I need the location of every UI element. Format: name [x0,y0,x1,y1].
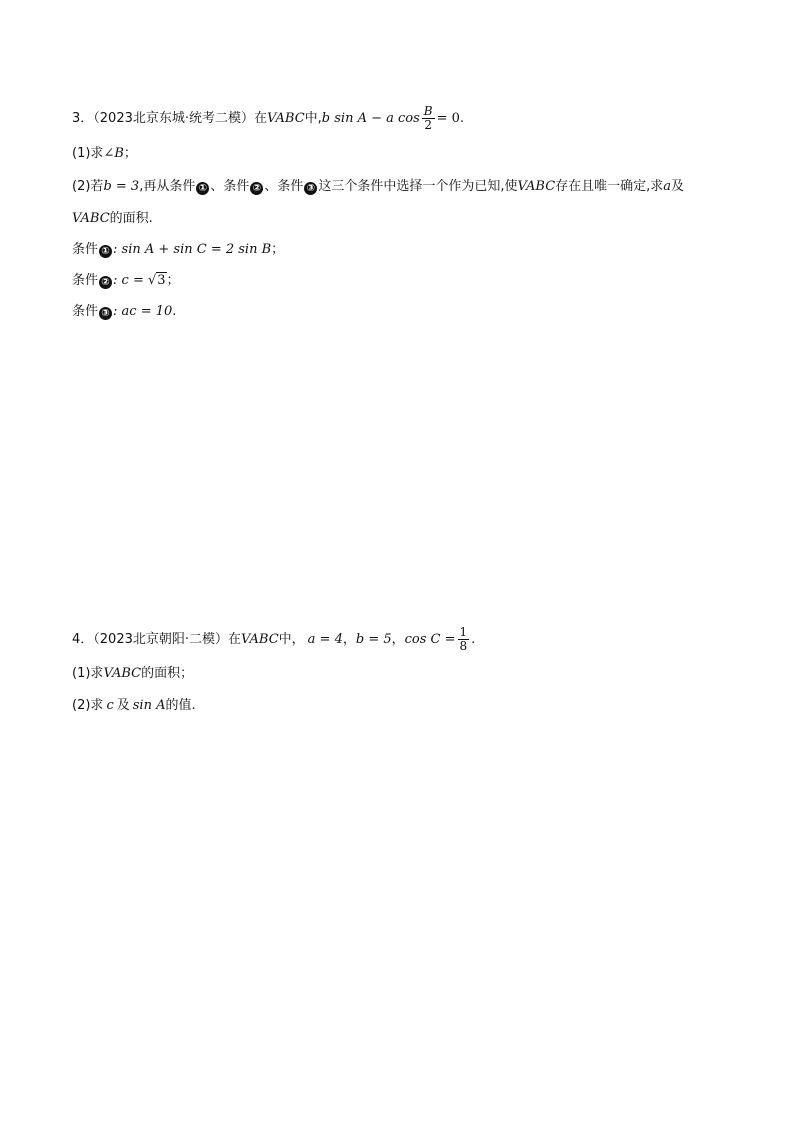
q3-stem [72,105,464,132]
q4-part2-text: 求 [90,698,104,713]
q3-part2-b-value: b = 3 [103,179,140,194]
q4-stem-text: 在 [228,632,242,647]
q4-cos-c: cos C = [404,632,456,647]
condition-label: 条件 [72,242,99,257]
q4-a-value: a = 4 [307,632,343,647]
q3-part2-label: (2) [72,179,91,194]
q4-source: （2023北京朝阳·二模） [93,632,228,647]
condition-label: 条件 [72,273,99,288]
condition-3-marker: ③ [99,307,112,320]
condition-label: 条件 [72,304,99,319]
q4-stem-text-2: 中， [278,632,305,647]
q3-part2-text-c: 、条件 [264,179,304,194]
q3-part2-text-e: 存在且唯一确定,求 [555,179,664,194]
q4-part2-label: (2) [72,698,91,713]
q3-part2-text-a: ,再从条件 [139,179,196,194]
q4-part2-end: 的值. [165,698,196,713]
q3-period: . [459,111,465,126]
q3-fraction [422,105,435,132]
q3-condition-1 [72,241,284,259]
condition-3-badge: ③ [304,182,317,195]
q4-part1-label: (1) [72,666,91,681]
condition-2-expression: : c = [113,273,148,288]
q4-fraction [458,626,470,653]
q3-part2-text-f: 及 [671,179,685,194]
q4-fraction-numerator: 1 [459,625,468,639]
q3-part2-text-d: 这三个条件中选择一个作为已知,使 [318,179,518,194]
q3-part2-line2-text: 的面积. [109,211,153,226]
q4-part1 [72,665,193,683]
q4-part2-text-2: 及 [116,698,130,713]
q3-number: 3． [72,111,94,126]
q3-part2-text-b: 、条件 [210,179,250,194]
q3-equation-left: b sin A − a cos [321,111,420,126]
q3-equation-right: = 0 [436,111,460,126]
q4-part2 [72,697,196,715]
q3-fraction-numerator: B [423,104,433,118]
q3-part2-line2-triangle: VABC [72,211,110,226]
sqrt-symbol: √3 [147,273,166,288]
condition-1-end: ； [271,242,285,257]
q4-part2-sin-a: sin A [132,698,166,713]
q4-period: . [471,632,476,647]
q3-part2-line1 [72,178,684,196]
q3-stem-text: 在 [254,111,268,126]
condition-2-marker: ② [99,276,112,289]
q4-b-value: b = 5 [355,632,392,647]
condition-2-end: ； [166,273,180,288]
condition-3-end: . [172,304,177,319]
q3-source: （2023北京东城·统考二模） [93,111,254,126]
q4-part1-text-2: 的面积； [141,666,194,681]
q4-part2-c: c [106,698,114,713]
q3-triangle: VABC [267,111,305,126]
q3-part2-triangle: VABC [517,179,556,194]
q3-part1-label: (1) [72,146,91,161]
q4-fraction-denominator: 8 [459,639,468,653]
q3-part1-text: 求 [90,146,104,161]
condition-2-badge: ② [250,182,263,195]
q3-part1 [72,145,137,163]
q3-condition-3 [72,303,176,321]
condition-1-expression: : sin A + sin C = 2 sin B [113,242,272,257]
q3-part1-end: ； [123,146,137,161]
q4-number: 4． [72,632,94,647]
condition-1-badge: ① [196,182,209,195]
q4-triangle: VABC [241,632,279,647]
condition-1-marker: ① [99,245,112,258]
q3-fraction-denominator: 2 [422,118,435,132]
q4-part1-text: 求 [90,666,104,681]
q4-stem [72,626,475,653]
q3-condition-2 [72,272,180,290]
q4-separator-2: ， [391,632,405,647]
condition-3-expression: : ac = 10 [113,304,173,319]
q4-separator-1: ， [342,632,356,647]
q3-part2-var-a: a [663,179,672,194]
q3-part2-text: 若 [90,179,104,194]
sqrt-radicand: 3 [157,273,166,288]
q3-stem-text-2: 中, [304,111,322,126]
q3-part1-angle: ∠B [103,146,124,161]
q3-part2-line2 [72,210,153,228]
q4-part1-triangle: VABC [103,666,142,681]
